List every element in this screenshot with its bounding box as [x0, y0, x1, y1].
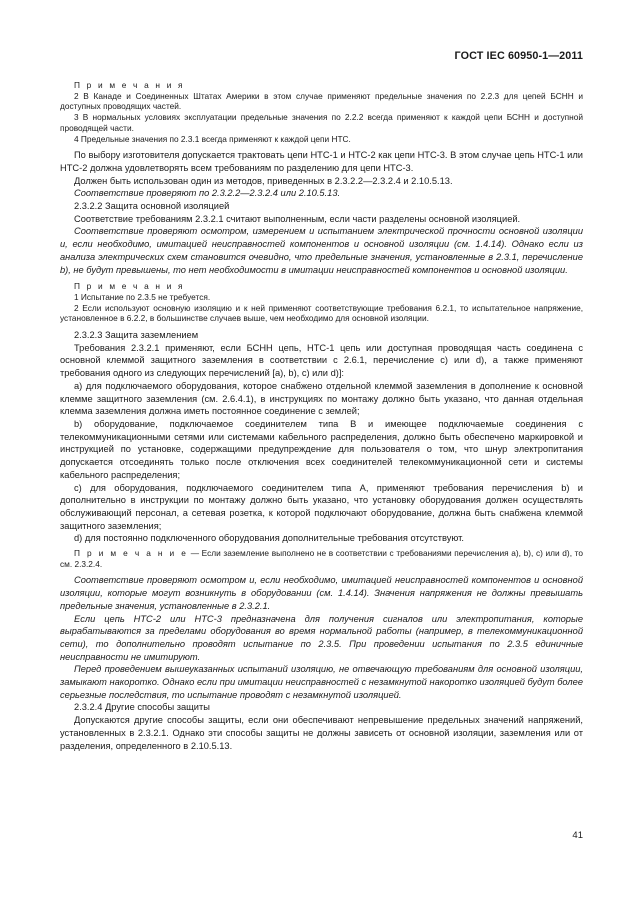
paragraph: Допускаются другие способы защиты, если они обеспечивают непревышение предельных значений напряжений, установленных в 2.3.2.1. Однако эти способы защиты не должны зависеть от основной изоляции, заземления или от разделения, определенного в 2.10.5.13.: [60, 715, 583, 751]
list-item: c) для оборудования, подключаемого соединителем типа А, применяют требования перечисления b) и дополнительно в инструкции по монтажу должно быть указано, что установку оборудования должен осуществлять обслуживающий персонал, а сетевая розетка, к которой подключают оборудование, должна быть снабжена клеммой защитного заземления;: [60, 482, 583, 531]
note-text: — Если заземление выполнено не в соответствии с требованиями перечисления а), b), c) или d), то см. 2.3.2.4.: [60, 548, 583, 569]
section-heading: 2.3.2.2 Защита основной изоляцией: [74, 201, 230, 212]
list-item: a) для подключаемого оборудования, которое снабжено отдельной клеммой заземления в дополнение к основной клемме защитного заземления (см. 2.6.4.1), в инструкциях по монтажу должно быть указано, что данная отдельная клемма заземления должна иметь постоянное соединение с землей;: [60, 380, 583, 417]
paragraph: Соответствие требованиям 2.3.2.1 считают выполненным, если части разделены основной изоляцией.: [74, 213, 521, 224]
paragraph: Должен быть использован один из методов, приведенных в 2.3.2.2—2.3.2.4 и 2.10.5.13.: [74, 175, 453, 186]
note-item: 2 Если используют основную изоляцию и к ней применяют соответствующие требования 6.2.1, то испытательное напряжение, установленное в 6.2.2, в большинстве случаев выше, чем необходимо для основной изоляции.: [60, 302, 583, 324]
compliance-check: Соответствие проверяют осмотром, измерением и испытанием электрической прочности основной изоляции и, если необходимо, имитацией неисправностей компонентов и основной изоляции (см. 1.4.14). Однако если из анализа электрических схем становится очевидно, что предельные значения, установленные в 2.3.1, перечисление b), не будут превышены, то нет необходимости в имитации неисправностей компонентов и основной изоляции.: [60, 226, 583, 275]
compliance-check: Соответствие проверяют по 2.3.2.2—2.3.2.4 или 2.10.5.13.: [74, 188, 341, 199]
section-heading: 2.3.2.3 Защита заземлением: [74, 330, 199, 341]
compliance-check: Соответствие проверяют осмотром и, если необходимо, имитацией неисправностей компонентов и основной изоляции, которые могут возникнуть в оборудовании (см. 1.4.14). Значения напряжения не должны превышать предельные значения, установленные в 2.3.2.1.: [60, 575, 583, 611]
list-item: b) оборудование, подключаемое соединителем типа В и имеющее подключаемые соединения с телекоммуникационными сетями или системами кабельного распределения, должно быть обеспечено маркировкой и инструкцией по установке, содержащими предупреждение для пользователя о том, что шнур электропитания допускается отсоединять только после отключения всех соединителей телекоммуникационной сети и системы кабельного распределения;: [60, 418, 583, 480]
notes-title: П р и м е ч а н и я: [74, 281, 185, 292]
page-number: 41: [572, 830, 583, 841]
note-item: 3 В нормальных условиях эксплуатации предельные значения по 2.2.2 всегда применяют к каждой цепи БСНН и доступной проводящей части.: [60, 112, 583, 133]
section-heading: 2.3.2.4 Другие способы защиты: [74, 702, 210, 713]
note-item: 1 Испытание по 2.3.5 не требуется.: [74, 291, 211, 302]
note-item: 4 Предельные значения по 2.3.1 всегда применяют к каждой цепи НТС.: [74, 133, 351, 144]
list-item: d) для постоянно подключенного оборудования дополнительные требования отсутствуют.: [74, 533, 464, 544]
compliance-check: Если цепь НТС-2 или НТС-3 предназначена для получения сигналов или электропитания, которые вырабатываются за пределами оборудования во время нормальной работы (например, в телекоммуникационной сети), то дополнительно проводят испытание по 2.3.5. При проведении испытания по 2.3.5 единичные неисправности не имитируют.: [60, 613, 583, 662]
note-item: 2 В Канаде и Соединенных Штатах Америки в этом случае применяют предельные значения по 2.2.3 для цепей БСНН и доступных проводящих частей.: [60, 90, 583, 112]
notes-title: П р и м е ч а н и я: [74, 80, 185, 90]
compliance-check: Перед проведением вышеуказанных испытаний изоляцию, не отвечающую требованиям для основной изоляции, замыкают накоротко. Однако если при имитации неисправностей с незамкнутой накоротко изоляцией будут более серьезные последствия, то испытание проводят с незамкнутой изоляцией.: [60, 664, 583, 700]
note: [60, 548, 583, 569]
standard-header: ГОСТ IEC 60950-1—2011: [454, 50, 583, 62]
paragraph: Требования 2.3.2.1 применяют, если БСНН цепь, НТС-1 цепь или доступная проводящая часть соединена с основной клеммой защитного заземления в соответствии с 2.6.1, перечисление с) или d), а также применяют требования одного из следующих перечислений [a), b), c) или d)]:: [60, 342, 583, 379]
note-label: П р и м е ч а н и е: [74, 548, 189, 559]
paragraph: По выбору изготовителя допускается трактовать цепи НТС-1 и НТС-2 как цепи НТС-3. В этом случае цепь НТС-1 или НТС-2 должна удовлетворять всем требованиям по разделению для цепи НТС-3.: [60, 150, 583, 173]
page-content: [60, 80, 583, 752]
